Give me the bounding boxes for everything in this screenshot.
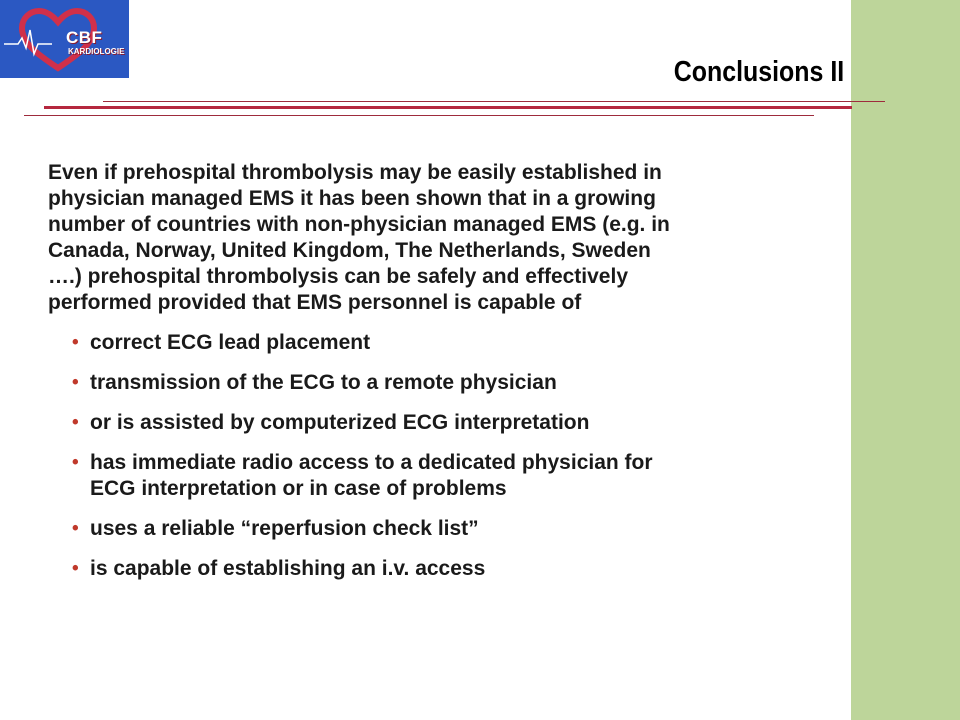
bullet-icon: • [72,372,79,393]
bullet-text: correct ECG lead placement [90,331,371,354]
side-accent-band [851,0,960,720]
slide-title: Conclusions II [673,56,844,88]
logo-subtitle-text: KARDIOLOGIE [68,47,125,56]
title-rule-main [44,106,852,109]
bullet-text: uses a reliable “reperfusion check list” [90,517,479,540]
logo-brand-text: CBF [66,28,103,47]
bullet-text: transmission of the ECG to a remote physician [90,371,557,394]
title-rule-top [103,101,885,102]
bullet-item [48,330,848,356]
bullet-text: has immediate radio access to a dedicated physician for ECG interpretation or in case of problems [90,451,653,500]
heart-ecg-icon [0,0,129,78]
bullet-icon: • [72,558,79,579]
bullet-item [48,370,848,396]
bullet-item [48,556,848,582]
bullet-item [48,410,848,436]
bullet-list [48,330,848,582]
bullet-item [48,450,848,502]
bullet-text: is capable of establishing an i.v. access [90,557,486,580]
bullet-icon: • [72,518,79,539]
cbf-kardiologie-logo [0,0,129,78]
bullet-icon: • [72,452,79,473]
bullet-icon: • [72,332,79,353]
slide-body [48,160,848,596]
title-rule-bottom [24,115,814,116]
bullet-text: or is assisted by computerized ECG interpretation [90,411,590,434]
intro-paragraph: Even if prehospital thrombolysis may be easily established in physician managed EMS it has been shown that in a growing number of countries with non-physician managed EMS (e.g. in Canada, Norway, United Kingdom, The Netherlands, Sweden ….) prehospital thrombolysis can be safely and effectively performed provided that EMS personnel is capable of [48,161,670,314]
bullet-item [48,516,848,542]
bullet-icon: • [72,412,79,433]
